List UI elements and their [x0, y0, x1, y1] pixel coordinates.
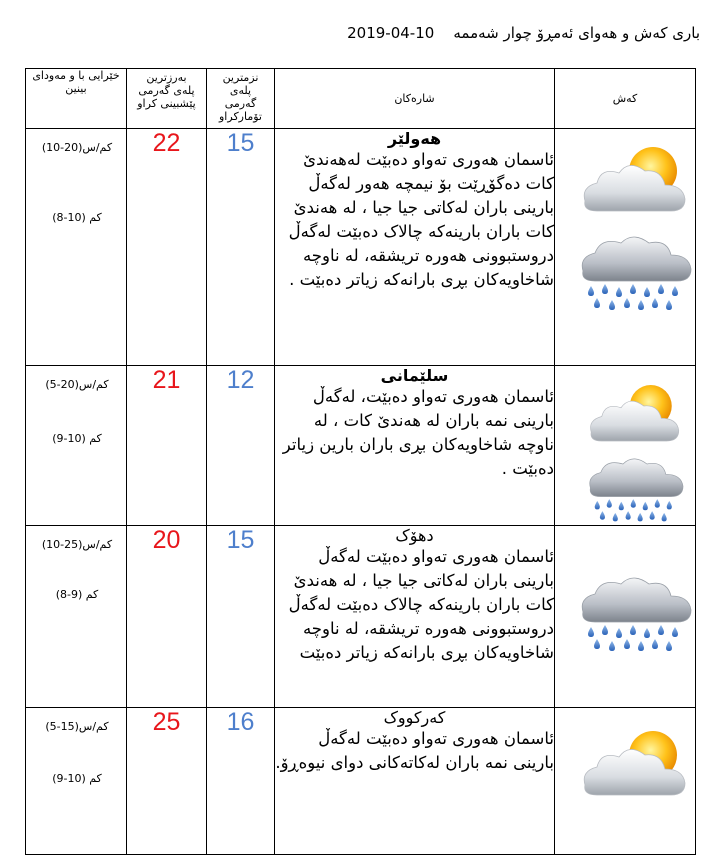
- min-temp: 15: [207, 129, 275, 366]
- header-cities: شارەکان: [275, 69, 555, 129]
- forecast-text: ئاسمان هەوری تەواو دەبێت لەگەڵ بارینی باران لەکاتی جیا جیا ، لە هەندێ کات باران بارینەکە چالاک دەبێت لەگەڵ دروستبوونی هەورە تریشقە، لە ناوچە شاخاویەکان بڕی بارانەکە زیاتر دەبێت: [288, 547, 554, 662]
- table-row: [26, 129, 696, 366]
- wind-speed: (10-20)کم/س: [41, 141, 113, 154]
- weather-icons-cell: [555, 708, 696, 855]
- city-cell: [275, 708, 555, 855]
- max-temp: 21: [127, 366, 207, 526]
- title-text: باری کەش و هەوای ئەمڕۆ چوار شەممە: [453, 24, 700, 42]
- forecast-table: [25, 68, 696, 855]
- header-max: بەرزترین پلەی گەرمی پێشبینی کراو: [127, 69, 207, 129]
- table-row: [26, 708, 696, 855]
- city-cell: [275, 526, 555, 708]
- forecast-text: ئاسمان هەوری تەواو دەبێت لەگەڵ بارینی نمە باران لەکاتەکانی دوای نیوەڕۆ.: [275, 729, 554, 772]
- visibility: (8-9) کم: [55, 588, 99, 601]
- weather-icons-cell: [555, 366, 696, 526]
- weather-icons-cell: [555, 129, 696, 366]
- wind-speed: (5-15)کم/س: [45, 720, 109, 733]
- visibility: (9-10) کم: [52, 432, 102, 445]
- city-name: هەولێر: [387, 129, 442, 148]
- title-date: 2019-04-10: [347, 24, 435, 42]
- header-wind: خێرایی با و مەودای بینین: [26, 69, 127, 129]
- city-name: سلێمانی: [380, 366, 449, 385]
- rain-cloud-icon: [575, 452, 695, 524]
- wind-cell: [26, 526, 127, 708]
- table-row: [26, 366, 696, 526]
- city-cell: [275, 129, 555, 366]
- sun-cloud-icon: [575, 722, 695, 804]
- header-min: نزمترین پلەی گەرمی تۆمارکراو: [207, 69, 275, 129]
- table-row: [26, 526, 696, 708]
- wind-cell: [26, 708, 127, 855]
- page-title: [300, 24, 700, 42]
- wind-speed: (10-25)کم/س: [41, 538, 113, 551]
- max-temp: 20: [127, 526, 207, 708]
- header-weather: کەش: [555, 69, 696, 129]
- visibility: (9-10) کم: [52, 772, 102, 785]
- rain-cloud-icon: [575, 229, 695, 313]
- sun-cloud-icon: [575, 378, 695, 448]
- visibility: (8-10) کم: [52, 211, 102, 224]
- city-name: دهۆک: [395, 526, 434, 545]
- min-temp: 12: [207, 366, 275, 526]
- forecast-text: ئاسمان هەوری تەواو دەبێت لەهەندێ کات دەگۆڕێت بۆ نیمچە هەور لەگەڵ بارینی باران لەکاتی جیا جیا ، لە هەندێ کات باران بارینەکە چالاک دەبێت لەگەڵ دروستبوونی هەورە تریشقە، لە ناوچە شاخاویەکان بڕی بارانەکە زیاتر دەبێت .: [288, 150, 554, 289]
- max-temp: 25: [127, 708, 207, 855]
- city-name: کەرکووک: [383, 708, 446, 727]
- rain-cloud-icon: [575, 562, 695, 662]
- wind-speed: (5-20)کم/س: [45, 378, 109, 391]
- wind-cell: [26, 366, 127, 526]
- forecast-text: ئاسمان هەوری تەواو دەبێت، لەگەڵ بارینی نمە باران لە هەندێ کات ، لە ناوچە شاخاویەکان بڕی باران بارین زیاتر دەبێت .: [282, 387, 554, 478]
- min-temp: 15: [207, 526, 275, 708]
- sun-cloud-icon: [575, 139, 695, 219]
- city-cell: [275, 366, 555, 526]
- max-temp: 22: [127, 129, 207, 366]
- header-row: [26, 69, 696, 129]
- min-temp: 16: [207, 708, 275, 855]
- wind-cell: [26, 129, 127, 366]
- weather-icons-cell: [555, 526, 696, 708]
